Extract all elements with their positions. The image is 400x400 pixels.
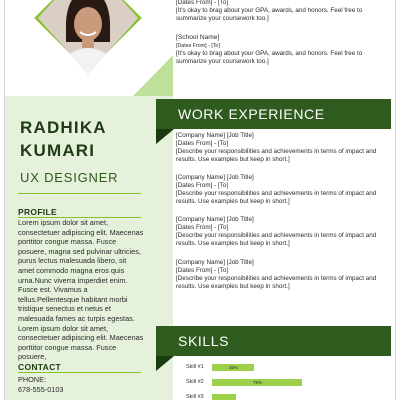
work-entry-3: [176, 216, 391, 248]
candidate-name: [20, 116, 107, 162]
work-description: [Describe your responsibilities and achievements in terms of impact and results. Use examples but keep in short.]: [176, 190, 377, 205]
education-description: [It's okay to brag about your GPA, awards, and honors. Feel free to summarize your coursework too.]: [176, 50, 363, 65]
work-title: [Company Name] [Job Title]: [176, 132, 254, 139]
name-line-1: RADHIKA: [20, 118, 107, 137]
skill-label: Skill #1: [186, 364, 204, 370]
profile-text: Lorem ipsum dolor sit amet, consectetuer adipiscing elit. Maecenas porttitor congue massa. Fusce posuere, magna sed pulvinar ultricies, purus lectus malesuada libero, sit amet commodo magna eros quis urna.Nunc viverra imperdiet enim. Fusce est. Vivamus a tellus.Pellentesque habitant morbi tristique senectus et netus et malesuada fames ac turpis egestas. Lorem ipsum dolor sit amet, consectetuer adipiscing elit. Maecenas porttitor congue massa. Fusce posuere,: [18, 218, 144, 362]
work-dates: [Dates From] - [To]: [176, 267, 229, 274]
contact-divider: [18, 372, 141, 373]
work-entry-4: [176, 259, 391, 291]
skill-value: 35%: [229, 365, 239, 370]
work-title: [Company Name] [Job Title]: [176, 259, 254, 266]
work-description: [Describe your responsibilities and achievements in terms of impact and results. Use examples but keep in short.]: [176, 275, 377, 290]
work-entry-1: [176, 132, 391, 164]
education-dates: [Dates From] - [To]: [176, 43, 220, 49]
work-dates: [Dates From] - [To]: [176, 140, 229, 147]
work-dates: [Dates From] - [To]: [176, 182, 229, 189]
phone-value: 678-555-0103: [18, 384, 64, 394]
skill-value: 75%: [253, 380, 263, 385]
profile-heading: PROFILE: [18, 207, 57, 217]
phone-label: PHONE:: [18, 375, 46, 384]
decorative-triangle: [133, 50, 173, 96]
contact-phone: [18, 375, 63, 394]
skills-banner-fold: [156, 356, 174, 371]
name-line-2: KUMARI: [20, 141, 96, 160]
work-description: [Describe your responsibilities and achievements in terms of impact and results. Use examples but keep in short.]: [176, 232, 377, 247]
role-divider: [18, 193, 141, 194]
photo-area: [5, 0, 173, 96]
work-dates: [Dates From] - [To]: [176, 224, 229, 231]
skill-label: Skill #3: [186, 394, 204, 400]
education-entry-1: [176, 0, 391, 23]
skill-bar: [212, 394, 236, 400]
skills-heading: SKILLS: [178, 333, 230, 349]
work-experience-heading: WORK EXPERIENCE: [178, 106, 325, 122]
candidate-role: UX DESIGNER: [20, 170, 119, 185]
education-entry-2: [176, 34, 391, 66]
work-description: [Describe your responsibilities and achievements in terms of impact and results. Use examples but keep in short.]: [176, 148, 377, 163]
contact-heading: CONTACT: [18, 362, 62, 372]
work-title: [Company Name] [Job Title]: [176, 174, 254, 181]
education-description: [It's okay to brag about your GPA, awards, and honors. Feel free to summarize your coursework too.]: [176, 7, 363, 22]
work-banner-fold: [156, 129, 174, 144]
work-entry-2: [176, 174, 391, 206]
education-dates: [Dates From] - [To]: [176, 0, 229, 6]
work-title: [Company Name] [Job Title]: [176, 216, 254, 223]
skill-label: Skill #2: [186, 379, 204, 385]
education-school: [School Name]: [176, 34, 220, 41]
